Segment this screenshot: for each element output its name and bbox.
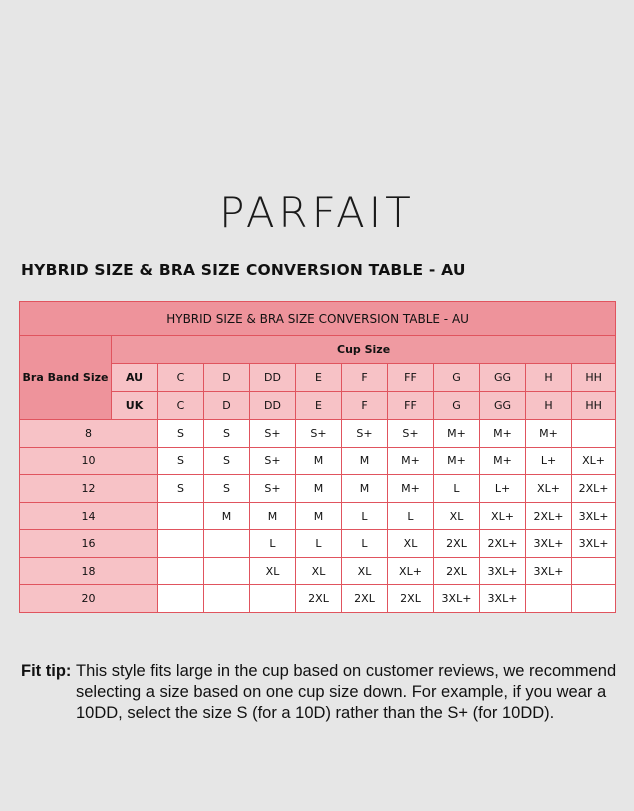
au-cup-h: H [526,364,572,392]
size-cell: L [342,530,388,558]
size-cell: S [158,475,204,503]
size-cell: XL [296,557,342,585]
table-title: HYBRID SIZE & BRA SIZE CONVERSION TABLE - AU [20,302,616,336]
size-cell: S+ [250,420,296,448]
uk-cup-gg: GG [480,392,526,420]
cup-size-header: Cup Size [112,336,616,364]
size-cell: 3XL+ [526,530,572,558]
au-cup-f: F [342,364,388,392]
size-cell: S [204,447,250,475]
uk-cup-hh: HH [572,392,616,420]
uk-cup-c: C [158,392,204,420]
au-cup-dd: DD [250,364,296,392]
size-cell [204,557,250,585]
au-cup-c: C [158,364,204,392]
size-cell: M+ [480,420,526,448]
size-cell: 3XL+ [480,585,526,613]
size-cell: XL+ [526,475,572,503]
size-cell: 3XL+ [480,557,526,585]
table-row [20,502,616,530]
table-row [20,557,616,585]
table-row [20,420,616,448]
band-size-cell: 14 [20,502,158,530]
uk-cup-h: H [526,392,572,420]
fit-tip-label: Fit tip: [21,662,72,680]
size-cell: S [204,475,250,503]
band-size-cell: 10 [20,447,158,475]
size-cell: L+ [526,447,572,475]
size-cell [204,530,250,558]
size-cell: M+ [388,475,434,503]
size-cell [526,585,572,613]
size-cell: S [158,447,204,475]
size-cell [158,585,204,613]
size-cell: M [250,502,296,530]
size-cell: M+ [480,447,526,475]
size-cell: M [296,502,342,530]
au-cup-g: G [434,364,480,392]
size-cell: M+ [434,420,480,448]
size-cell: M [296,475,342,503]
size-cell: M [204,502,250,530]
size-cell: XL+ [480,502,526,530]
size-cell: L [342,502,388,530]
size-cell: S [204,420,250,448]
au-label: AU [112,364,158,392]
size-cell [572,557,616,585]
band-size-cell: 16 [20,530,158,558]
size-cell: XL [388,530,434,558]
size-cell: S+ [250,447,296,475]
size-cell: S+ [296,420,342,448]
uk-cup-ff: FF [388,392,434,420]
size-cell: 2XL+ [480,530,526,558]
size-cell: XL [342,557,388,585]
page-heading: HYBRID SIZE & BRA SIZE CONVERSION TABLE - AU [21,261,466,279]
size-cell [572,420,616,448]
uk-cup-f: F [342,392,388,420]
size-cell [572,585,616,613]
size-cell: S+ [388,420,434,448]
size-cell: M+ [434,447,480,475]
au-cup-hh: HH [572,364,616,392]
size-cell: XL [434,502,480,530]
size-cell: M+ [388,447,434,475]
size-cell [250,585,296,613]
size-cell: L [434,475,480,503]
uk-cup-g: G [434,392,480,420]
size-cell [158,530,204,558]
size-cell: 3XL+ [572,502,616,530]
size-cell: 3XL+ [434,585,480,613]
table-row [20,585,616,613]
size-cell: XL+ [572,447,616,475]
size-cell [158,557,204,585]
size-cell: M+ [526,420,572,448]
size-cell: S+ [250,475,296,503]
band-size-header: Bra Band Size [20,336,112,420]
brand-logo: PARFAIT [219,188,415,237]
au-cup-d: D [204,364,250,392]
au-cup-ff: FF [388,364,434,392]
uk-cup-dd: DD [250,392,296,420]
size-conversion-table [19,301,616,613]
fit-tip-text: This style fits large in the cup based on customer reviews, we recommend selecting a size based on one cup size down. For example, if you wear a 10DD, select the size S (for a 10D) rather than the S+ (for 10DD). [76,662,617,722]
size-cell: L [388,502,434,530]
band-size-cell: 20 [20,585,158,613]
size-cell: 2XL [296,585,342,613]
uk-label: UK [112,392,158,420]
size-cell: 2XL+ [572,475,616,503]
size-cell: L [296,530,342,558]
band-size-cell: 8 [20,420,158,448]
band-size-cell: 12 [20,475,158,503]
table-row [20,530,616,558]
size-cell: M [342,447,388,475]
size-cell [158,502,204,530]
size-cell: 2XL [434,530,480,558]
size-cell: S+ [342,420,388,448]
uk-cup-e: E [296,392,342,420]
size-cell: 3XL+ [572,530,616,558]
uk-cup-d: D [204,392,250,420]
fit-tip [21,661,631,724]
size-cell: 2XL+ [526,502,572,530]
size-cell: M [296,447,342,475]
size-cell: S [158,420,204,448]
table-row [20,475,616,503]
band-size-cell: 18 [20,557,158,585]
au-cup-gg: GG [480,364,526,392]
size-cell: XL [250,557,296,585]
size-cell: 2XL [342,585,388,613]
size-cell: 2XL [434,557,480,585]
size-cell: L [250,530,296,558]
size-cell: 3XL+ [526,557,572,585]
size-cell: L+ [480,475,526,503]
size-cell [204,585,250,613]
size-cell: XL+ [388,557,434,585]
size-cell: 2XL [388,585,434,613]
table-row [20,447,616,475]
size-cell: M [342,475,388,503]
au-cup-e: E [296,364,342,392]
